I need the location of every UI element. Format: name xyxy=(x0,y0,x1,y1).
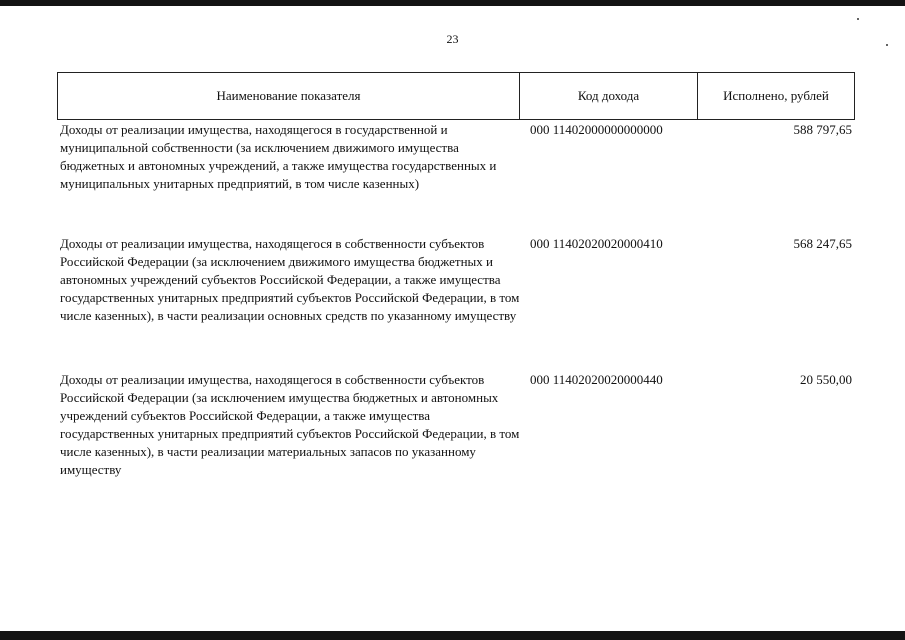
row-amount: 20 550,00 xyxy=(800,372,852,387)
header-executed: Исполнено, рублей xyxy=(723,88,829,103)
row-code: 000 11402000000000000 xyxy=(530,122,663,137)
scan-speck xyxy=(857,18,859,20)
table-header xyxy=(57,72,855,120)
row-code: 000 11402020020000440 xyxy=(530,372,663,387)
header-name: Наименование показателя xyxy=(58,73,520,119)
row-name: Доходы от реализации имущества, находящегося в государственной и муниципальной собственности (за исключением движимого имущества бюджетных и автономных учреждений, а также имущества государственных и муниципальных унитарных предприятий, в том числе казенных) xyxy=(60,122,497,191)
row-amount: 588 797,65 xyxy=(793,122,852,137)
row-name: Доходы от реализации имущества, находящегося в собственности субъектов Российской Федерации (за исключением движимого имущества бюджетных и автономных учреждений субъектов Российской Федерации, а также имущества государственных унитарных предприятий субъектов Российской Федерации, в том числе казенных), в части реализации основных средств по указанному имуществу xyxy=(60,236,520,323)
row-name: Доходы от реализации имущества, находящегося в собственности субъектов Российской Федерации (за исключением имущества бюджетных и автономных учреждений субъектов Российской Федерации, а также имущества государственных унитарных предприятий субъектов Российской Федерации, в том числе казенных), в части реализации материальных запасов по указанному имуществу xyxy=(60,372,520,477)
row-code: 000 11402020020000410 xyxy=(530,236,663,251)
page-number: 23 xyxy=(446,32,459,46)
row-amount: 568 247,65 xyxy=(793,236,852,251)
header-code: Код дохода xyxy=(520,73,698,119)
scan-top-edge xyxy=(0,0,905,6)
scan-bottom-edge xyxy=(0,631,905,640)
